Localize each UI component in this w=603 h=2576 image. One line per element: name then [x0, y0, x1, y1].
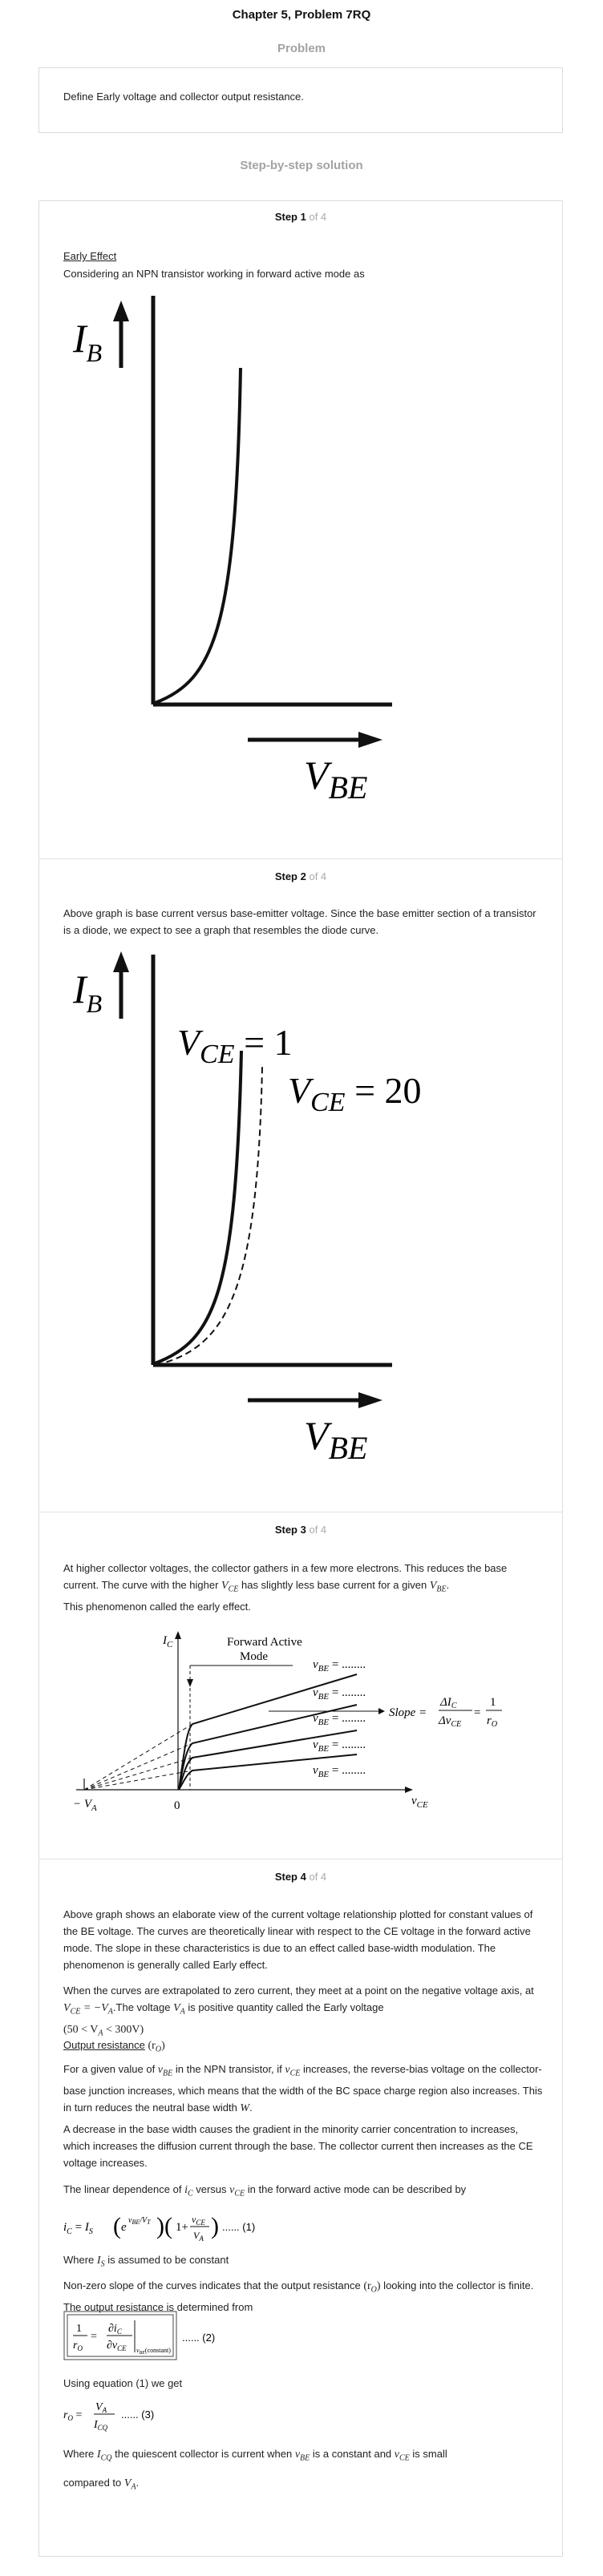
vbe-level-3: $v_{BE}$ = ........: [313, 1712, 366, 1727]
eq3-tag: ...... (3): [121, 2408, 155, 2421]
step-4-paragraph-9: Where $I_{CQ}$ the quiescent collector is current when $v_{BE}$ is a constant and $v_{CE}$ is small compared to $V_A$.: [63, 2448, 447, 2492]
vbe-level-5: $v_{BE}$ = ........: [313, 1764, 366, 1779]
ib-axis-label: $I_B$: [73, 316, 103, 367]
svg-text:vBE(constant): $v_{BE}(constant)$: [136, 2347, 171, 2356]
ib-vbe-figure: [63, 288, 448, 809]
ib-arrow-icon: [113, 951, 129, 972]
step-2-heading: [39, 870, 562, 882]
step-4-number: Step 4: [274, 1871, 306, 1883]
problem-card: [38, 67, 563, 133]
vbe-axis-label: $V_{BE}$: [304, 1413, 368, 1466]
svg-text:(: (: [113, 2213, 121, 2239]
step-1-number: Step 1: [274, 211, 306, 223]
ic-axis-label: $I_C$: [163, 1634, 173, 1649]
svg-text:vBE/VT: $v_{BE}/V_T$: [128, 2216, 151, 2226]
svg-text:rO: $r_O$: [73, 2340, 83, 2352]
slope-equals: =: [474, 1706, 481, 1719]
svg-text:1+: 1+: [176, 2221, 188, 2234]
mode-label: Mode: [240, 1650, 268, 1663]
solution-label: Step-by-step solution: [240, 159, 363, 172]
svg-text:=: =: [91, 2331, 97, 2343]
slope-numerator: $\Delta I_C$: [440, 1696, 457, 1710]
slope-denominator: $\Delta v_{CE}$: [439, 1714, 462, 1729]
step-4-of: of 4: [309, 1871, 327, 1883]
step-3-heading: [39, 1524, 562, 1536]
step-1-text: Considering an NPN transistor working in forward active mode as: [63, 268, 365, 280]
svg-text:)(: )(: [156, 2213, 172, 2239]
step-3-of: of 4: [309, 1524, 327, 1536]
slope-label: Slope =: [389, 1706, 427, 1719]
ic-arrow-icon: [175, 1631, 181, 1639]
ib-axis-label: $I_B$: [73, 967, 103, 1018]
step-1-of: of 4: [309, 211, 327, 223]
early-effect-heading: Early Effect: [63, 250, 117, 262]
equation-1: [63, 2205, 328, 2245]
vbe-axis-label: $V_{BE}$: [304, 753, 368, 806]
forward-active-label: Forward Active: [227, 1636, 302, 1649]
ib-arrow-icon: [113, 301, 129, 321]
problem-text: Define Early voltage and collector output resistance.: [63, 91, 304, 103]
step-4-paragraph-3: For a given value of $v_{BE}$ in the NPN transistor, if $v_{CE}$ increases, the reverse-bias voltage on the collector-base junction increases, which means that the width of the BC space charge region also increases. This in turn reduces the neutral base width W.: [63, 2063, 543, 2114]
vce-1-curve: [155, 1051, 241, 1363]
step-divider: [39, 858, 562, 859]
vce-1-label: $V_{CE} = 1$: [177, 1022, 293, 1069]
eq2-tag: ...... (2): [182, 2332, 216, 2344]
slope-one: 1: [490, 1696, 496, 1709]
svg-text:∂iC: $\partial i_C$: [108, 2323, 122, 2336]
svg-text:iC = IS: $i_C = I_S$: [63, 2221, 93, 2236]
step-3-number: Step 3: [274, 1524, 306, 1536]
svg-text:∂vCE: $\partial v_{CE}$: [107, 2340, 127, 2352]
svg-text:e: e: [121, 2221, 127, 2234]
equation-3: [63, 2394, 224, 2434]
step-4-paragraph-5: The linear dependence of $i_C$ versus $v_{CE}$ in the forward active mode can be described by: [63, 2183, 467, 2198]
step-2-number: Step 2: [274, 870, 306, 882]
ic-vce-figure: [60, 1621, 557, 1830]
vbe-level-2: $v_{BE}$ = ........: [313, 1686, 366, 1702]
page-title: Chapter 5, Problem 7RQ: [232, 8, 371, 22]
slope-arrow-icon: [378, 1708, 385, 1714]
step-4-heading: [39, 1871, 562, 1883]
slope-ro: $r_O$: [487, 1714, 498, 1729]
svg-text:ICQ: $I_{CQ}$: [94, 2419, 108, 2432]
neg-va-label: − $V_A$: [73, 1798, 97, 1813]
solution-card: [38, 200, 563, 2557]
problem-label: Problem: [277, 42, 326, 55]
vbe-level-4: $v_{BE}$ = ........: [313, 1738, 366, 1754]
vce-20-curve: [156, 1067, 262, 1365]
step-2-text: Above graph is base current versus base-emitter voltage. Since the base emitter section of a transistor is a diode, we expect to see a graph that resembles the diode curve.: [63, 907, 536, 936]
vce-arrow-icon: [405, 1787, 413, 1793]
step-4-paragraph-1: Above graph shows an elaborate view of the current voltage relationship plotted for constant values of the BE voltage. The curves are theoretically linear with respect to the CE voltage in the forward active mode. The slope in these characteristics is due to an effect called base-width modulation. The phenomenon is generally called Early effect.: [63, 1908, 533, 1971]
origin-label: 0: [174, 1799, 180, 1812]
step-3-text: At higher collector voltages, the collector gathers in a few more electrons. This reduces the base current. The curve with the higher $V_{CE}$ has slightly less base current for a given $V_{BE}$. This phenomenon called the early effect.: [63, 1562, 508, 1613]
region-arrow-icon: [187, 1679, 193, 1687]
step-4-paragraph-6: Where $I_S$ is assumed to be constant: [63, 2254, 229, 2269]
diode-curve: [155, 368, 241, 703]
vbe-arrow-icon: [358, 732, 382, 748]
ib-vbe-vce-figure: [63, 955, 512, 1468]
svg-text:): ): [211, 2213, 219, 2239]
step-4-paragraph-2: When the curves are extrapolated to zero current, they meet at a point on the negative voltage axis, at $V_{CE} = -V_A.The$ voltage $V_A$ is positive quantity called the Early voltage $(50 < V_A < 300V)$: [63, 1984, 534, 2038]
eq1-tag: ...... (1): [222, 2221, 256, 2233]
output-resistance-heading: Output resistance $(r_O)$: [63, 2039, 165, 2054]
step-2-of: of 4: [309, 870, 327, 882]
vce-20-label: $V_{CE} = 20$: [288, 1070, 422, 1117]
extrapolation-lines: [84, 1724, 192, 1790]
step-1-heading: [39, 211, 562, 223]
vce-axis-label: $v_{CE}$: [411, 1795, 428, 1810]
vbe-arrow-icon: [358, 1392, 382, 1408]
step-4-paragraph-4: A decrease in the base width causes the gradient in the minority carrier concentration to increases, which increases the diffusion current through the base. The collector current then increases as the CE voltage increases.: [63, 2123, 533, 2169]
svg-text:VA: $V_A$: [193, 2230, 204, 2243]
svg-text:1: 1: [76, 2323, 82, 2335]
svg-text:rO =: $r_O$ =: [63, 2409, 83, 2422]
step-4-paragraph-8: Using equation (1) we get: [63, 2377, 183, 2389]
svg-text:vCE: $v_{CE}$: [192, 2214, 205, 2227]
vbe-level-1: $v_{BE}$ = ........: [313, 1658, 366, 1674]
svg-text:VA: $V_A$: [95, 2401, 107, 2414]
step-4-paragraph-7: Non-zero slope of the curves indicates that the output resistance $(r_O)$ looking into the collector is finite. The output resistance is determined from: [63, 2279, 534, 2313]
equation-2: [63, 2311, 320, 2364]
